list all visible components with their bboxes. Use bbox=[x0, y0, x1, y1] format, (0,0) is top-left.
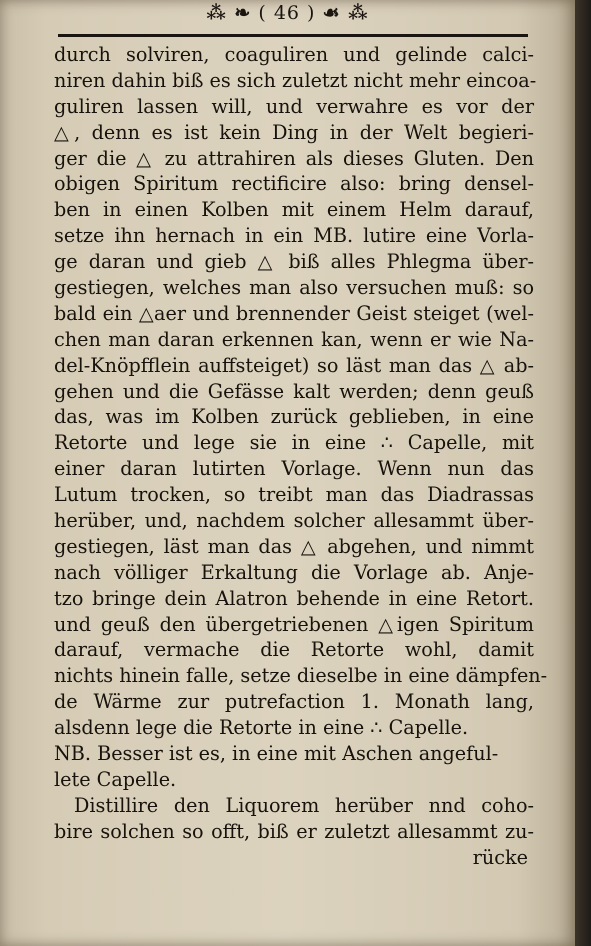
header-ornament-left: ⁂ ❧ bbox=[206, 2, 252, 24]
text-line: de Wärme zur putrefaction 1. Monath lang, bbox=[54, 690, 534, 714]
text-line: △, denn es ist kein Ding in der Welt begieri- bbox=[54, 120, 534, 144]
header-ornament-right: ☙ ⁂ bbox=[322, 2, 369, 24]
text-line: und geuß den übergetriebenen △igen Spiritum bbox=[54, 612, 534, 636]
catchword: rücke bbox=[472, 845, 528, 869]
text-line: einer daran lutirten Vorlage. Wenn nun das bbox=[54, 457, 534, 481]
running-header bbox=[0, 2, 575, 28]
text-line: obigen Spiritum rectificire also: bring densel- bbox=[54, 172, 534, 196]
nota-bene-line: NB. Besser ist es, in eine mit Aschen angeful- bbox=[54, 742, 499, 766]
text-line: Lutum trocken, so treibt man das Diadrassas bbox=[54, 483, 534, 507]
text-line: nach völliger Erkaltung die Vorlage ab. Anje- bbox=[54, 560, 534, 584]
text-line: nichts hinein falle, setze dieselbe in eine dämpfen- bbox=[54, 664, 548, 688]
book-gutter-edge bbox=[575, 0, 591, 946]
nota-bene-line: lete Capelle. bbox=[54, 767, 177, 791]
text-line: chen man daran erkennen kan, wenn er wie Na- bbox=[54, 327, 534, 351]
text-line: durch solviren, coaguliren und gelinde calci- bbox=[54, 43, 534, 66]
text-line: ben in einen Kolben mit einem Helm darauf, bbox=[54, 198, 534, 222]
header-rule bbox=[58, 34, 528, 37]
page-number: ( 46 ) bbox=[258, 2, 316, 24]
text-line: ger die △ zu attrahiren als dieses Gluten. Den bbox=[54, 146, 534, 170]
text-line: del-Knöpfflein auffsteiget) so läst man das △ ab- bbox=[54, 353, 534, 377]
text-line: setze ihn hernach in ein MB. lutire eine Vorla- bbox=[54, 224, 534, 248]
text-line: das, was im Kolben zurück geblieben, in eine bbox=[54, 405, 534, 429]
text-line: ge daran und gieb △ biß alles Phlegma über- bbox=[54, 250, 534, 274]
text-line: gestiegen, läst man das △ abgehen, und nimmt bbox=[54, 534, 534, 558]
text-line: darauf, vermache die Retorte wohl, damit bbox=[54, 638, 534, 662]
text-line: niren dahin biß es sich zuletzt nicht mehr eincoa- bbox=[54, 68, 537, 92]
text-line: alsdenn lege die Retorte in eine ∴ Capelle. bbox=[54, 716, 469, 740]
text-line: guliren lassen will, und verwahre es vor der bbox=[54, 94, 534, 118]
text-line: herüber, und, nachdem solcher allesammt über- bbox=[54, 509, 534, 533]
text-line: Retorte und lege sie in eine ∴ Capelle, mit bbox=[54, 431, 534, 455]
text-line: gehen und die Gefässe kalt werden; denn geuß bbox=[54, 379, 534, 403]
text-line: bald ein △aer und brennender Geist steiget (wel- bbox=[54, 301, 534, 325]
text-line: Distillire den Liquorem herüber nnd coho- bbox=[74, 793, 534, 817]
text-line: tzo bringe dein Alatron behende in eine Retort. bbox=[54, 586, 534, 610]
text-line: bire solchen so offt, biß er zuletzt allesammt zu- bbox=[54, 819, 534, 843]
body-text bbox=[54, 42, 548, 871]
text-line: gestiegen, welches man also versuchen muß: so bbox=[54, 276, 534, 300]
